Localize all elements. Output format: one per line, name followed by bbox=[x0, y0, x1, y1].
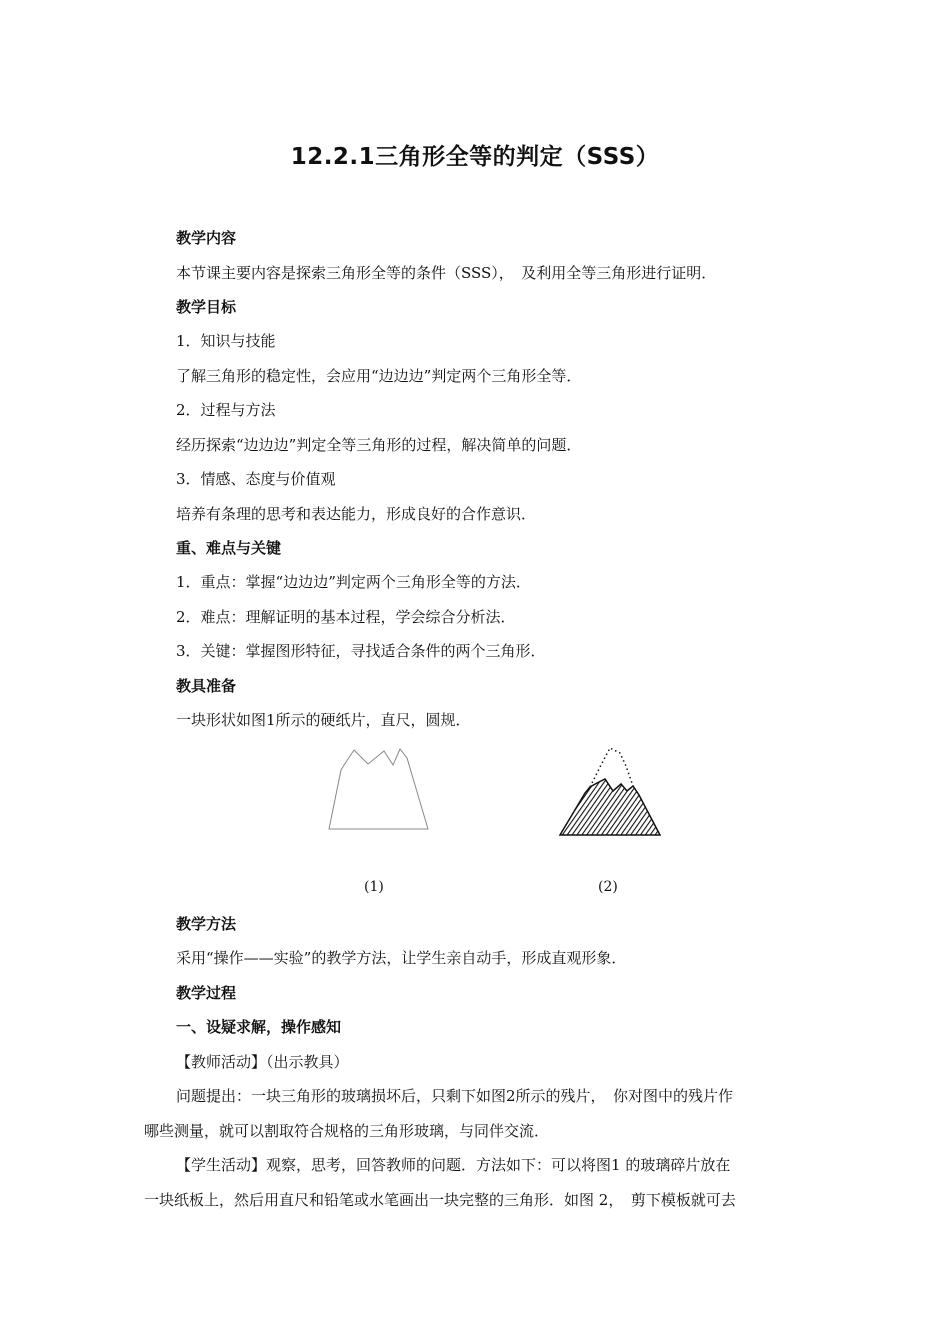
paragraph: 经历探索“边边边”判定全等三角形的过程，解决简单的问题． bbox=[176, 436, 582, 454]
paragraph: 采用“操作——实验”的教学方法，让学生亲自动手，形成直观形象． bbox=[176, 949, 627, 967]
section-heading-process: 教学过程 bbox=[176, 984, 237, 1002]
paragraph: 3．关键：掌握图形特征，寻找适合条件的两个三角形． bbox=[176, 642, 546, 660]
figure-2-hatched bbox=[550, 740, 670, 840]
paragraph: 问题提出：一块三角形的玻璃损坏后，只剩下如图2所示的残片， 你对图中的残片作 bbox=[176, 1087, 734, 1105]
figure-1-outline bbox=[320, 740, 440, 840]
paragraph: 3．情感、态度与价值观 bbox=[176, 470, 336, 488]
paragraph: 1．重点：掌握“边边边”判定两个三角形全等的方法． bbox=[176, 573, 531, 591]
figure-2-caption: (2) bbox=[598, 879, 618, 895]
paragraph: 2．过程与方法 bbox=[176, 401, 276, 419]
paragraph: 一块纸板上，然后用直尺和铅笔或水笔画出一块完整的三角形．如图 2， 剪下模板就可去 bbox=[144, 1191, 736, 1209]
subsection-heading: 一、设疑求解，操作感知 bbox=[176, 1018, 342, 1036]
paragraph: 哪些测量，就可以割取符合规格的三角形玻璃，与同伴交流． bbox=[144, 1122, 550, 1140]
paragraph: 本节课主要内容是探索三角形全等的条件（SSS）， 及利用全等三角形进行证明． bbox=[176, 264, 717, 282]
section-heading-content: 教学内容 bbox=[176, 229, 237, 247]
paragraph: 了解三角形的稳定性，会应用“边边边”判定两个三角形全等． bbox=[176, 367, 582, 385]
paragraph: 一块形状如图1所示的硬纸片，直尺，圆规． bbox=[176, 711, 471, 729]
section-heading-keypoints: 重、难点与关键 bbox=[176, 539, 282, 557]
paragraph: 【教师活动】（出示教具） bbox=[176, 1053, 349, 1071]
figure-1-caption: (1) bbox=[364, 879, 384, 895]
section-heading-objectives: 教学目标 bbox=[176, 298, 237, 316]
paragraph: 1．知识与技能 bbox=[176, 332, 276, 350]
page-title: 12.2.1三角形全等的判定（SSS） bbox=[290, 144, 660, 170]
section-heading-method: 教学方法 bbox=[176, 915, 237, 933]
paragraph: 【学生活动】观察，思考，回答教师的问题．方法如下：可以将图1 的玻璃碎片放在 bbox=[176, 1156, 731, 1174]
section-heading-materials: 教具准备 bbox=[176, 677, 237, 695]
paragraph: 培养有条理的思考和表达能力，形成良好的合作意识． bbox=[176, 505, 537, 523]
paragraph: 2．难点：理解证明的基本过程，学会综合分析法． bbox=[176, 608, 516, 626]
